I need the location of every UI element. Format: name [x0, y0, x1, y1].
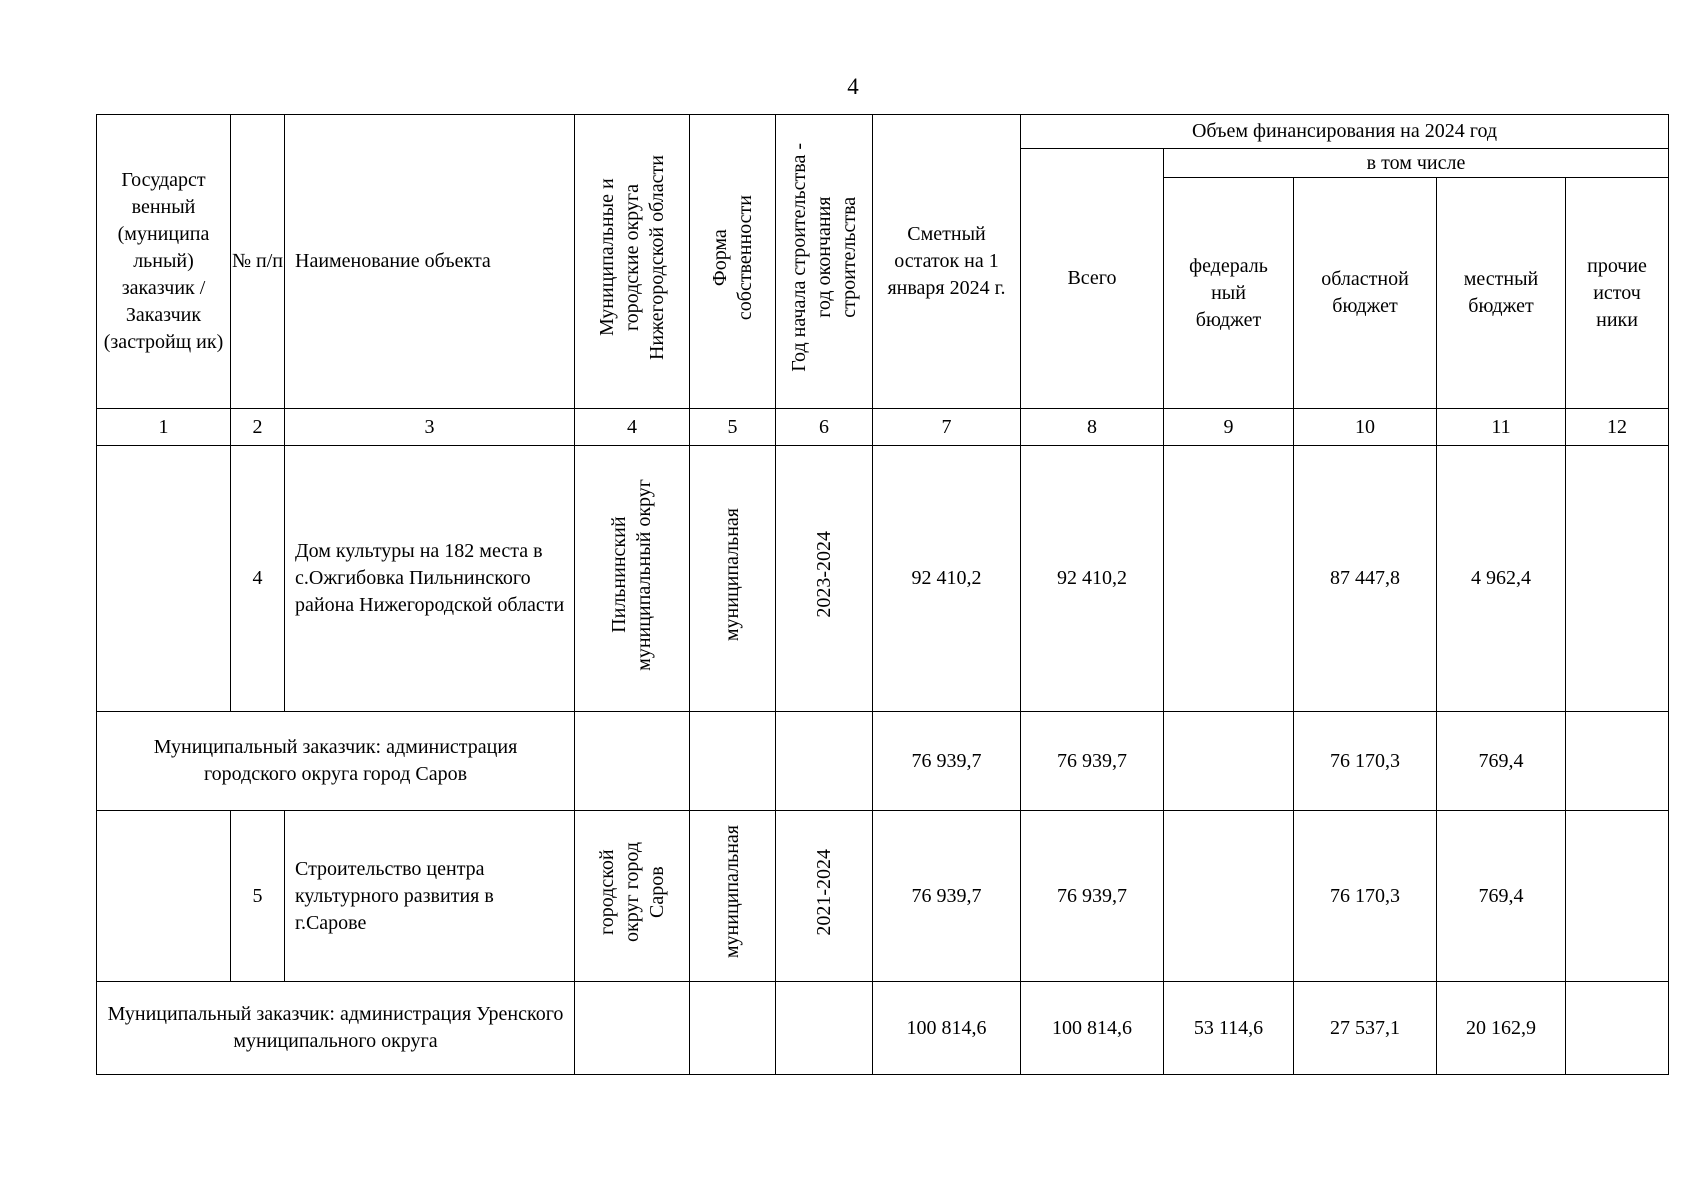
header-row-1 — [97, 115, 1669, 149]
header-districts-text: Муниципальные и городские округа Нижегородской области — [595, 154, 668, 361]
other-value — [1566, 712, 1669, 811]
column-numbers-row — [97, 409, 1669, 446]
header-regional: областной бюджет — [1294, 178, 1437, 409]
local-value: 769,4 — [1437, 811, 1566, 982]
district-text: городской округ город Саров — [595, 842, 668, 942]
federal-value — [1164, 811, 1294, 982]
estimate-value: 100 814,6 — [873, 982, 1021, 1075]
customer-cell-empty — [97, 446, 231, 712]
total-value: 76 939,7 — [1021, 712, 1164, 811]
column-number: 5 — [690, 409, 776, 446]
customer-row — [97, 712, 1669, 811]
ownership-cell — [690, 811, 776, 982]
regional-value: 27 537,1 — [1294, 982, 1437, 1075]
regional-value: 76 170,3 — [1294, 811, 1437, 982]
district-cell — [575, 811, 690, 982]
customer-row — [97, 982, 1669, 1075]
other-value — [1566, 811, 1669, 982]
ownership-text: муниципальная — [721, 507, 743, 642]
column-number: 12 — [1566, 409, 1669, 446]
object-name: Строительство центра культурного развития в г.Сарове — [285, 811, 575, 982]
column-number: 1 — [97, 409, 231, 446]
other-value — [1566, 446, 1669, 712]
regional-value: 87 447,8 — [1294, 446, 1437, 712]
customer-cell-empty — [97, 811, 231, 982]
empty-cell — [690, 982, 776, 1075]
district-text: Пильнинский муниципальный округ — [608, 478, 655, 671]
local-value: 4 962,4 — [1437, 446, 1566, 712]
local-value: 20 162,9 — [1437, 982, 1566, 1075]
header-years — [776, 115, 873, 409]
header-number: № п/п — [231, 115, 285, 409]
total-value: 100 814,6 — [1021, 982, 1164, 1075]
years-text: 2023-2024 — [812, 531, 835, 618]
empty-cell — [690, 712, 776, 811]
header-other: прочие источ ники — [1566, 178, 1669, 409]
column-number: 4 — [575, 409, 690, 446]
header-federal: федераль ный бюджет — [1164, 178, 1294, 409]
column-number: 11 — [1437, 409, 1566, 446]
empty-cell — [776, 712, 873, 811]
total-value: 76 939,7 — [1021, 811, 1164, 982]
empty-cell — [776, 982, 873, 1075]
column-number: 3 — [285, 409, 575, 446]
ownership-cell — [690, 446, 776, 712]
other-value — [1566, 982, 1669, 1075]
years-cell — [776, 811, 873, 982]
column-number: 6 — [776, 409, 873, 446]
page-number: 4 — [847, 74, 859, 99]
column-number: 7 — [873, 409, 1021, 446]
district-cell — [575, 446, 690, 712]
ownership-text: муниципальная — [721, 825, 743, 959]
estimate-value: 76 939,7 — [873, 712, 1021, 811]
header-ownership-text: Форма собственности — [708, 194, 756, 321]
customer-label: Муниципальный заказчик: администрация городского округа город Саров — [97, 712, 575, 811]
column-number: 8 — [1021, 409, 1164, 446]
estimate-value: 92 410,2 — [873, 446, 1021, 712]
header-ownership — [690, 115, 776, 409]
customer-label: Муниципальный заказчик: администрация Уренского муниципального округа — [97, 982, 575, 1075]
row-number: 5 — [231, 811, 285, 982]
federal-value — [1164, 712, 1294, 811]
object-name: Дом культуры на 182 места в с.Ожгибовка Пильнинского района Нижегородской области — [285, 446, 575, 712]
years-cell — [776, 446, 873, 712]
regional-value: 76 170,3 — [1294, 712, 1437, 811]
empty-cell — [575, 712, 690, 811]
financing-table — [96, 114, 1669, 1075]
federal-value — [1164, 446, 1294, 712]
header-local: местный бюджет — [1437, 178, 1566, 409]
header-estimate: Сметный остаток на 1 января 2024 г. — [873, 115, 1021, 409]
local-value: 769,4 — [1437, 712, 1566, 811]
header-total: Всего — [1021, 149, 1164, 409]
header-financing-group: Объем финансирования на 2024 год — [1021, 115, 1669, 149]
header-districts — [575, 115, 690, 409]
federal-value: 53 114,6 — [1164, 982, 1294, 1075]
column-number: 10 — [1294, 409, 1437, 446]
empty-cell — [575, 982, 690, 1075]
total-value: 92 410,2 — [1021, 446, 1164, 712]
header-customer: Государст венный (муниципа льный) заказчик / Заказчик (застройщ ик) — [97, 115, 231, 409]
table-row — [97, 446, 1669, 712]
column-number: 2 — [231, 409, 285, 446]
header-years-text: Год начала строительства - год окончания строительства — [787, 143, 860, 372]
column-number: 9 — [1164, 409, 1294, 446]
estimate-value: 76 939,7 — [873, 811, 1021, 982]
row-number: 4 — [231, 446, 285, 712]
years-text: 2021-2024 — [812, 848, 835, 936]
header-including-group: в том числе — [1164, 149, 1669, 178]
table-row — [97, 811, 1669, 982]
header-object-name: Наименование объекта — [285, 115, 575, 409]
